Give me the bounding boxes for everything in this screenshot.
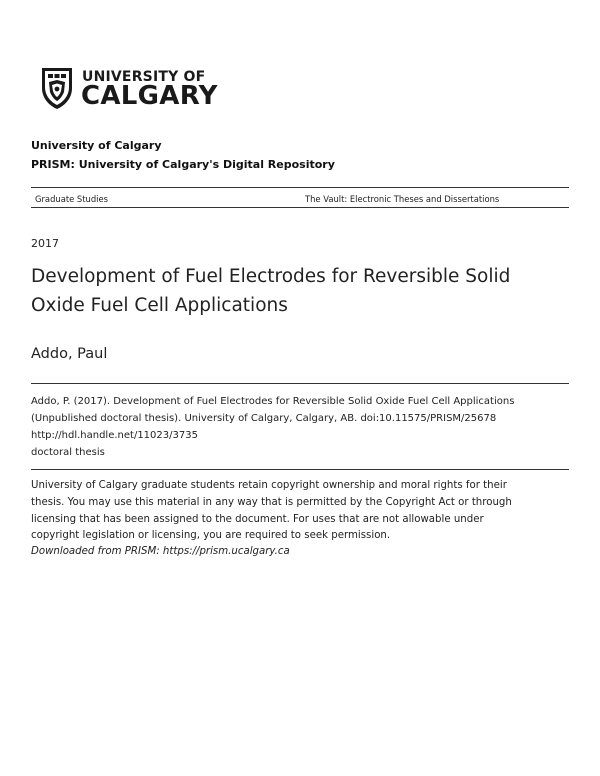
institution-name: University of Calgary — [31, 139, 162, 152]
document-type: doctoral thesis — [31, 447, 105, 458]
document-title — [31, 262, 571, 320]
university-logo — [40, 66, 218, 112]
category-vault: The Vault: Electronic Theses and Dissertations — [305, 194, 500, 204]
divider-top — [31, 187, 569, 188]
logo-text-calgary: CALGARY — [81, 81, 218, 111]
divider-citation-bottom — [31, 469, 569, 470]
logo-text-university-of: UNIVERSITY OF — [82, 69, 206, 85]
crest-icon — [40, 66, 74, 110]
author-name: Addo, Paul — [31, 346, 108, 362]
category-graduate-studies: Graduate Studies — [35, 194, 108, 204]
downloaded-from-link[interactable]: Downloaded from PRISM: https://prism.ucalgary.ca — [31, 546, 290, 557]
divider-category — [31, 207, 569, 208]
publication-year: 2017 — [31, 237, 59, 250]
divider-citation-top — [31, 383, 569, 384]
rights-line-1: University of Calgary graduate students retain copyright ownership and moral rights for their — [31, 480, 507, 491]
citation-block — [31, 393, 571, 461]
rights-line-4: copyright legislation or licensing, you are required to seek permission. — [31, 530, 391, 542]
citation-line-1: Addo, P. (2017). Development of Fuel Electrodes for Reversible Solid Oxide Fuel Cell Applications — [31, 396, 515, 407]
rights-line-3: licensing that has been assigned to the document. For uses that are not allowable under — [31, 513, 484, 525]
repository-name: PRISM: University of Calgary's Digital Repository — [31, 158, 335, 171]
rights-statement — [31, 478, 571, 545]
handle-link[interactable]: http://hdl.handle.net/11023/3735 — [31, 430, 198, 441]
title-line-2: Oxide Fuel Cell Applications — [31, 295, 288, 316]
title-line-1: Development of Fuel Electrodes for Reversible Solid — [31, 266, 511, 287]
rights-line-2: thesis. You may use this material in any way that is permitted by the Copyright Act or through — [31, 496, 512, 508]
citation-line-2: (Unpublished doctoral thesis). University of Calgary, Calgary, AB. doi:10.11575/PRISM/25678 — [31, 413, 497, 424]
